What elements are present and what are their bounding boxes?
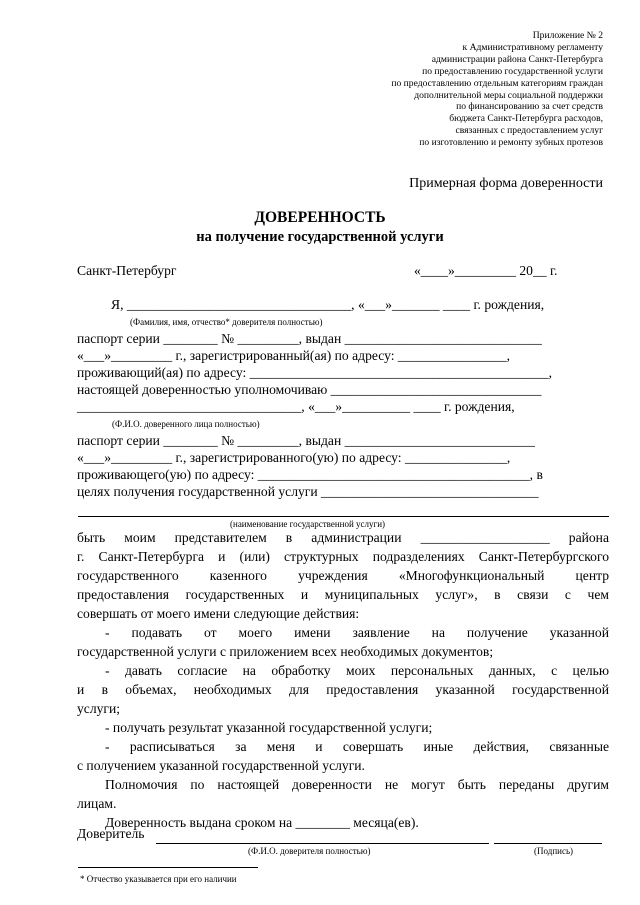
- date-of-issue: «____»_________ 20__ г.: [414, 263, 558, 278]
- document-subtitle: на получение государственной услуги: [196, 229, 444, 245]
- paragraph-line: лицам.: [77, 796, 117, 811]
- signature-sign-caption: (Подпись): [534, 846, 574, 856]
- appendix-line: по предоставлению государственной услуги: [422, 65, 603, 77]
- bullet-line: - получать результат указанной государственной услуги;: [105, 720, 433, 735]
- signature-name-caption: (Ф.И.О. доверителя полностью): [248, 846, 371, 856]
- paragraph-line: государственного казенного учреждения «Многофункциональный центр: [77, 568, 609, 583]
- document-title: ДОВЕРЕННОСТЬ: [254, 209, 386, 226]
- footnote-rule: [78, 867, 258, 868]
- appendix-line: администрации района Санкт-Петербурга: [431, 53, 603, 65]
- bullet-line: - подавать от моего имени заявление на получение указанной: [105, 625, 609, 640]
- representative-passport-line: паспорт серии ________ № _________, выдан ____________________________: [77, 433, 535, 448]
- appendix-block: [391, 30, 603, 149]
- principal-name-caption: (Фамилия, имя, отчество* доверителя полностью): [130, 317, 323, 327]
- form-label: Примерная форма доверенности: [409, 176, 603, 191]
- bullet-line: - расписываться за меня и совершать иные действия, связанные: [105, 739, 609, 754]
- authorize-line: настоящей доверенностью уполномочиваю _______________________________: [77, 382, 542, 397]
- paragraph-line: Полномочия по настоящей доверенности не могут быть переданы другим: [105, 777, 609, 792]
- representative-name-line: _________________________________, «___»__________ ____ г. рождения,: [77, 399, 515, 414]
- bullet-line: с получением указанной государственной услуги.: [77, 758, 365, 773]
- representative-name-caption: (Ф.И.О. доверенного лица полностью): [112, 419, 260, 429]
- appendix-line: дополнительной меры социальной поддержки: [414, 89, 603, 101]
- paragraph-line: г. Санкт-Петербурга и (или) структурных подразделениях Санкт-Петербургского: [77, 549, 609, 564]
- signature-label: Доверитель: [77, 826, 145, 841]
- bullet-line: государственной услуги с приложением всех необходимых документов;: [77, 644, 494, 659]
- principal-residence-line: проживающий(ая) по адресу: ____________________________________________,: [77, 365, 553, 380]
- signature-name-rule: [156, 843, 489, 844]
- place-of-issue: Санкт-Петербург: [77, 263, 177, 278]
- appendix-line: по предоставлению отдельным категориям граждан: [391, 77, 603, 89]
- paragraph-line: предоставления государственных и муниципальных услуг», в связи с чем: [77, 587, 609, 602]
- representative-residence-line: проживающего(ую) по адресу: ________________________________________, в: [77, 467, 543, 482]
- signature-sign-rule: [494, 843, 602, 844]
- representative-registration-line: «___»_________ г., зарегистрированного(ую) по адресу: _______________,: [77, 450, 511, 465]
- appendix-line: Приложение № 2: [532, 30, 603, 41]
- appendix-line: по финансированию за счет средств: [456, 101, 603, 113]
- service-name-caption: (наименование государственной услуги): [230, 519, 386, 529]
- paragraph-line: быть моим представителем в администрации ___________________ района: [77, 530, 609, 545]
- service-name-rule: [78, 516, 609, 517]
- appendix-line: связанных с предоставлением услуг: [455, 125, 603, 137]
- footnote-text: * Отчество указывается при его наличии: [80, 874, 237, 884]
- paragraph-line: совершать от моего имени следующие действия:: [77, 606, 360, 621]
- bullet-line: - давать согласие на обработку моих персональных данных, с целью: [105, 663, 609, 678]
- appendix-line: бюджета Санкт-Петербурга расходов,: [449, 113, 603, 125]
- appendix-line: к Административному регламенту: [462, 41, 603, 53]
- bullet-line: услуги;: [77, 701, 121, 716]
- principal-name-line: Я, _________________________________, «___»_______ ____ г. рождения,: [111, 297, 545, 312]
- bullet-line: и в объемах, необходимых для предоставления указанной государственной: [77, 682, 609, 697]
- appendix-line: по изготовлению и ремонту зубных протезов: [419, 137, 603, 149]
- validity-period-line: Доверенность выдана сроком на ________ месяца(ев).: [105, 815, 419, 830]
- service-purpose-line: целях получения государственной услуги ________________________________: [77, 484, 539, 499]
- principal-passport-line: паспорт серии ________ № _________, выдан _____________________________: [77, 331, 542, 346]
- principal-registration-line: «___»_________ г., зарегистрированный(ая) по адресу: ________________,: [77, 348, 511, 363]
